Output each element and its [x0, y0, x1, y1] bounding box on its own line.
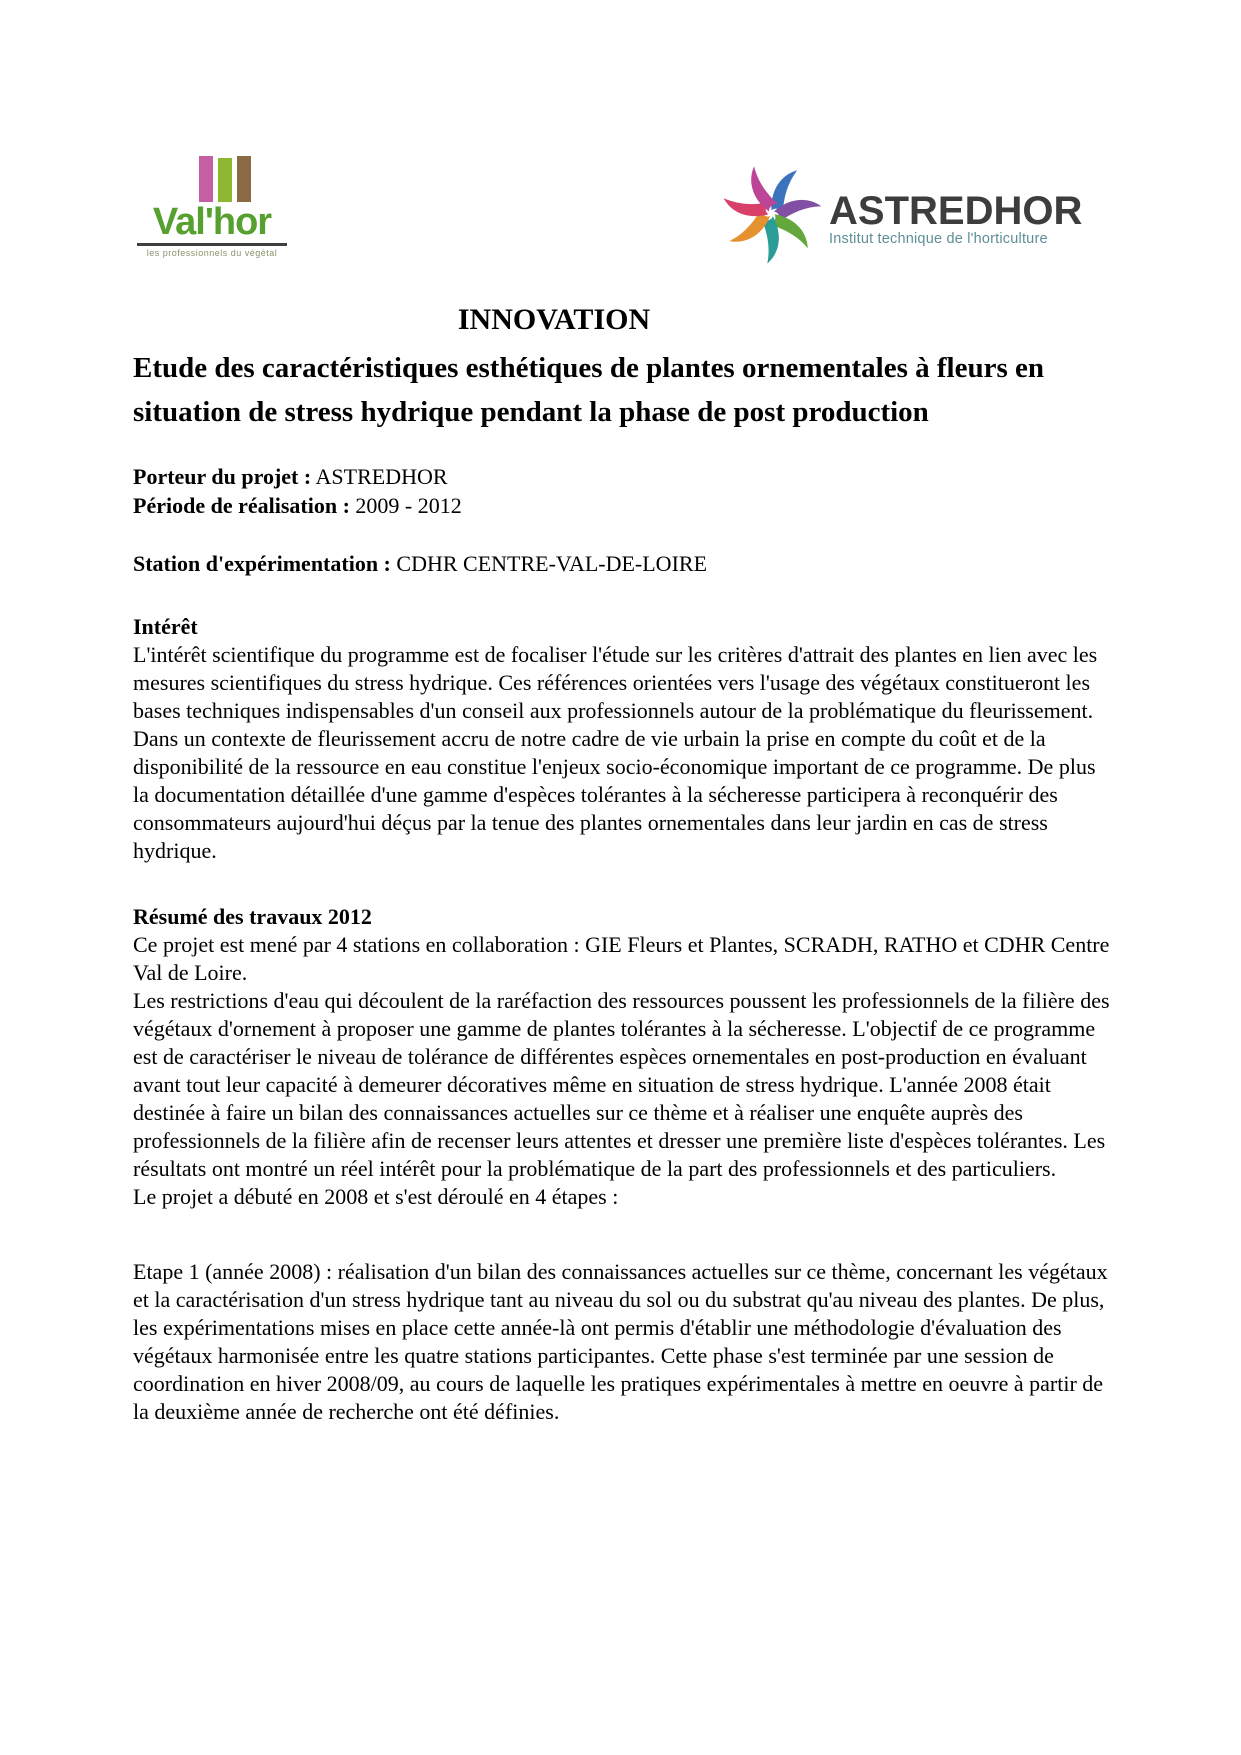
valhor-underline	[137, 243, 287, 246]
document-kicker: INNOVATION	[457, 303, 651, 336]
valhor-stripe-green	[218, 158, 232, 202]
resume-paragraph-2: Les restrictions d'eau qui découlent de la raréfaction des ressources poussent les professionnels de la filière des végétaux d'ornement à proposer une gamme de plantes tolérantes à la sécheresse. L'objectif de ce programme est de caractériser le niveau de tolérance de différentes espèces ornementales en post-production en évaluant avant tout leur capacité à demeurer décoratives même en situation de stress hydrique. L'année 2008 était destinée à faire un bilan des connaissances actuelles sur ce thème et à réaliser une enquête auprès des professionnels de la filière afin de recenser leurs attentes et dresser une première liste d'espèces tolérantes. Les résultats ont montré un réel intérêt pour la problématique de la part des professionnels et des particuliers.	[133, 988, 1110, 1181]
project-meta	[133, 462, 1111, 578]
astredhor-pinwheel-icon	[720, 162, 823, 265]
meta-periode-value: 2009 - 2012	[355, 493, 462, 518]
resume-paragraph-3: Le projet a débuté en 2008 et s'est déroulé en 4 étapes :	[133, 1184, 619, 1209]
meta-periode	[133, 491, 1111, 520]
valhor-logo	[133, 156, 291, 258]
astredhor-tagline: Institut technique de l'horticulture	[829, 231, 1048, 247]
meta-porteur-value: ASTREDHOR	[315, 464, 448, 489]
resume-paragraph-1: Ce projet est mené par 4 stations en collaboration : GIE Fleurs et Plantes, SCRADH, RATHO et CDHR Centre Val de Loire.	[133, 932, 1110, 985]
section-interet	[133, 613, 1111, 865]
meta-station-label: Station d'expérimentation :	[133, 551, 391, 576]
meta-porteur-label: Porteur du projet :	[133, 464, 312, 489]
valhor-stripe-brown	[237, 156, 251, 202]
meta-porteur	[133, 462, 1111, 491]
resume-etape1-paragraph: Etape 1 (année 2008) : réalisation d'un bilan des connaissances actuelles sur ce thème, concernant les végétaux et la caractérisation d'un stress hydrique tant au niveau du sol ou du substrat qu'au niveau des plantes. De plus, les expérimentations mises en place cette année-là ont permis d'établir une méthodologie d'évaluation des végétaux harmonisée entre les quatre stations participantes. Cette phase s'est terminée par une session de coordination en hiver 2008/09, au cours de laquelle les pratiques expérimentales à mettre en oeuvre à partir de la deuxième année de recherche ont été définies.	[133, 1259, 1108, 1424]
interet-paragraph-2: Dans un contexte de fleurissement accru de notre cadre de vie urbain la prise en compte du coût et de la disponibilité de la ressource en eau constitue l'enjeux socio-économique important de ce programme. De plus la documentation détaillée d'une gamme d'espèces tolérantes à la sécheresse participera à reconquérir des consommateurs aujourd'hui déçus par la tenue des plantes ornementales dans leur jardin en cas de stress hydrique.	[133, 726, 1096, 863]
meta-periode-label: Période de réalisation :	[133, 493, 350, 518]
resume-heading: Résumé des travaux 2012	[133, 904, 372, 929]
meta-station-value: CDHR CENTRE-VAL-DE-LOIRE	[396, 551, 708, 576]
interet-paragraph-1: L'intérêt scientifique du programme est de focaliser l'étude sur les critères d'attrait des plantes en lien avec les mesures scientifiques du stress hydrique. Ces références orientées vers l'usage des végétaux constitueront les bases techniques indispensables d'un conseil aux professionnels autour de la problématique du fleurissement.	[133, 642, 1098, 723]
valhor-wordmark: Val'hor	[152, 201, 272, 243]
valhor-stripe-pink	[199, 156, 213, 202]
valhor-stripes-icon	[159, 156, 291, 202]
astredhor-text-block	[829, 189, 1083, 247]
astredhor-logo	[720, 162, 1082, 265]
valhor-tagline: les professionnels du végétal	[146, 248, 278, 258]
document-body	[0, 300, 1241, 1426]
document-header	[0, 0, 1241, 300]
astredhor-wordmark: ASTREDHOR	[829, 189, 1083, 233]
interet-heading: Intérêt	[133, 614, 198, 639]
section-resume	[133, 903, 1111, 1426]
document-title: Etude des caractéristiques esthétiques de plantes ornementales à fleurs en situation de stress hydrique pendant la phase de post production	[133, 352, 1044, 428]
meta-station	[133, 549, 1111, 578]
